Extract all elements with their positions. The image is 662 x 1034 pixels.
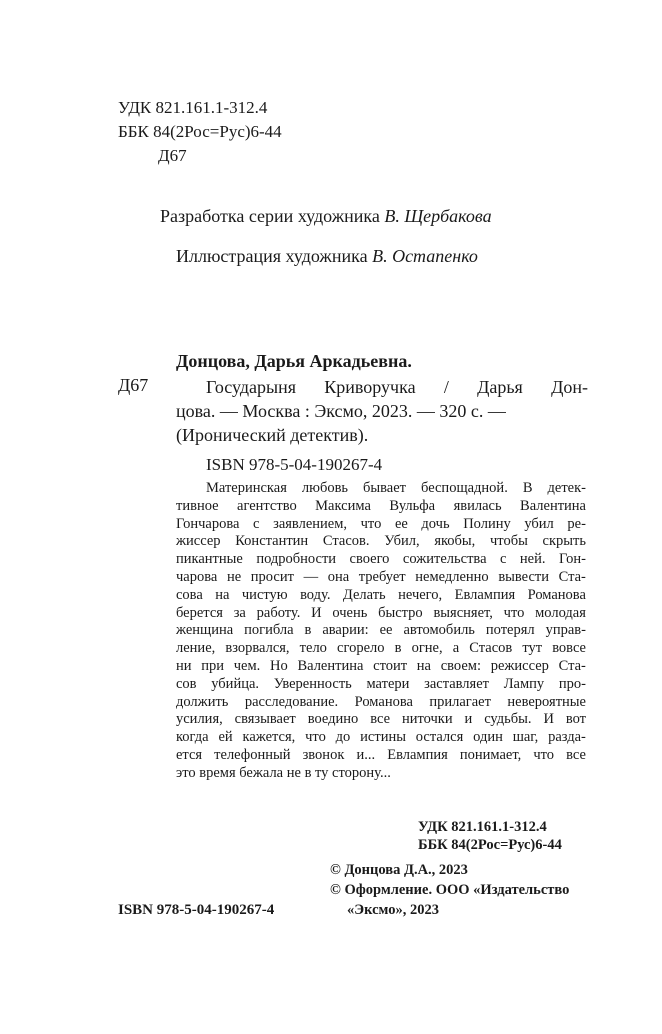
annotation-word: что <box>360 515 382 532</box>
title-block <box>176 375 588 447</box>
annotation-word: сов <box>176 675 197 692</box>
annotation-word: ее <box>394 515 408 532</box>
annotation-word: Максима <box>315 497 371 514</box>
annotation-word: расследование. <box>244 693 339 710</box>
annotation-word: Лампу <box>503 675 545 692</box>
annotation-word: чистую <box>241 586 288 603</box>
annotation-word: любовь <box>301 480 349 496</box>
annotation-text: это время бежала не в ту сторону... <box>176 764 391 781</box>
annotation-line <box>176 498 586 516</box>
annotation-word: Валентина <box>520 497 586 514</box>
annotation-word: ре- <box>567 515 586 532</box>
annotation-word: женщина <box>176 622 234 639</box>
catalog-isbn: ISBN 978-5-04-190267-4 <box>206 455 383 474</box>
annotation-word: автомобиль <box>403 622 475 639</box>
annotation-word: работу. <box>256 604 301 621</box>
annotation-word: явилась <box>453 497 502 514</box>
annotation-word: заявлением, <box>273 515 348 532</box>
footer-udk: УДК 821.161.1-312.4 <box>418 819 547 835</box>
annotation-word: понимает, <box>459 746 522 763</box>
annotation-word: убил <box>524 515 554 532</box>
annotation-word: один <box>473 729 503 746</box>
annotation-word: остался <box>415 729 464 746</box>
author-mark: Д67 <box>158 146 187 165</box>
annotation-word: что <box>305 729 326 746</box>
annotation-line <box>176 516 586 534</box>
annotation-word: звонок <box>302 746 345 763</box>
annotation-word: телефонный <box>214 746 291 763</box>
annotation-word: Убил, <box>384 533 420 550</box>
series-credit-text: Разработка серии художника <box>160 206 380 226</box>
annotation-word: судьбы. <box>484 711 532 728</box>
annotation-word: не <box>226 568 242 585</box>
annotation-word: она <box>327 568 350 585</box>
annotation-word: заставляет <box>424 675 489 692</box>
annotation-word: потерял <box>485 622 535 639</box>
annotation-word: Ста- <box>558 568 586 585</box>
annotation-word: дочь <box>421 515 450 532</box>
annotation-word: все <box>566 746 586 763</box>
annotation-word: якобы, <box>434 533 476 550</box>
annotation-word: И <box>311 604 322 621</box>
annotation-word: Романова <box>527 586 586 603</box>
annotation-line <box>176 694 586 712</box>
annotation-word: Евлампия <box>454 586 516 603</box>
annotation-line <box>176 533 586 551</box>
annotation-word: сова <box>176 586 203 603</box>
annotation-word: ниточки <box>401 711 453 728</box>
annotation-word: чарова <box>176 568 218 585</box>
annotation-word: берется <box>176 604 223 621</box>
annotation-word: ей <box>218 729 233 746</box>
annotation-word: пикантные <box>176 551 243 568</box>
annotation-line <box>176 729 586 747</box>
title-word: Государыня <box>206 377 297 397</box>
annotation-word: сожительства <box>402 551 487 568</box>
annotation-word: в <box>304 622 312 639</box>
annotation-word: все <box>370 711 391 728</box>
annotation-word: ней. <box>519 551 546 568</box>
footer-isbn: ISBN 978-5-04-190267-4 <box>118 902 275 918</box>
annotation-word: В <box>522 480 533 496</box>
annotation-word: на <box>215 586 230 603</box>
annotation-word: в <box>394 640 402 657</box>
annotation-word: Ста- <box>558 657 586 674</box>
title-word: Дон- <box>551 377 588 397</box>
author-heading: Донцова, Дарья Аркадьевна. <box>176 351 412 371</box>
annotation-word: Стасов <box>469 640 513 657</box>
annotation-word: выясняет, <box>433 604 493 621</box>
annotation-word: вовсе <box>552 640 586 657</box>
annotation-word: немедленно <box>415 568 489 585</box>
annotation-word: с <box>500 551 507 568</box>
annotation-word: Гон- <box>559 551 586 568</box>
annotation-word: вот <box>565 711 586 728</box>
annotation-word: детек- <box>547 480 586 496</box>
classification-codes <box>118 96 282 168</box>
annotation-word: при <box>201 657 225 674</box>
annotation-line <box>176 765 586 783</box>
illustration-credit-text: Иллюстрация художника <box>176 246 368 266</box>
annotation-word: за <box>233 604 246 621</box>
title-word: Дарья <box>477 377 523 397</box>
annotation-line <box>176 480 586 498</box>
annotation-word: прилагает <box>429 693 491 710</box>
title-line: цова. — Москва : Эксмо, 2023. — 320 с. — <box>176 401 506 421</box>
title-word: Криворучка <box>324 377 416 397</box>
annotation-word: нечего, <box>398 586 443 603</box>
annotation-word: тивное <box>176 497 219 514</box>
footer-bbk: ББК 84(2Рос=Рус)6-44 <box>418 837 562 853</box>
annotation-word: вывести <box>498 568 549 585</box>
bbk-code: ББК 84(2Рос=Рус)6-44 <box>118 122 282 141</box>
annotation-word: режиссер <box>490 657 549 674</box>
annotation-line <box>176 569 586 587</box>
title-line <box>176 375 588 399</box>
annotation-line <box>176 658 586 676</box>
illustration-credit <box>176 246 478 267</box>
annotation-word: управ- <box>545 622 586 639</box>
annotation-word: Валентина <box>297 657 364 674</box>
annotation-line <box>176 551 586 569</box>
annotation-word: про- <box>558 675 586 692</box>
annotation-word: подробности <box>256 551 337 568</box>
annotation-word: до <box>335 729 351 746</box>
annotation-word: чем. <box>233 657 261 674</box>
annotation-word: своего <box>349 551 390 568</box>
annotation-word: Стасов. <box>322 533 370 550</box>
annotation-line <box>176 640 586 658</box>
copyright-block <box>330 860 569 920</box>
annotation-word: огне, <box>411 640 443 657</box>
footer-codes <box>418 818 562 854</box>
annotation-word: и <box>464 711 473 728</box>
annotation-word: когда <box>176 729 209 746</box>
annotation-word: просит <box>250 568 294 585</box>
annotation-word: беспощадной. <box>421 480 508 496</box>
annotation-word: быстро <box>378 604 423 621</box>
annotation-word: ее <box>379 622 393 639</box>
annotation-line <box>176 587 586 605</box>
annotation-word: Гончарова <box>176 515 240 532</box>
annotation-word: чтобы <box>490 533 528 550</box>
annotation-word: должить <box>176 693 229 710</box>
annotation-word: воедино <box>307 711 359 728</box>
copyright-author: © Донцова Д.А., 2023 <box>330 862 468 878</box>
annotation-word: Материнская <box>206 480 287 496</box>
annotation-word: Уверенность <box>273 675 352 692</box>
annotation <box>176 480 586 783</box>
annotation-word: Но <box>270 657 288 674</box>
annotation-word: на <box>416 657 431 674</box>
annotation-word: разда- <box>548 729 586 746</box>
annotation-word: истины <box>360 729 406 746</box>
annotation-word: Романова <box>354 693 413 710</box>
annotation-word: погибла <box>244 622 294 639</box>
annotation-word: тут <box>522 640 543 657</box>
annotation-line <box>176 676 586 694</box>
annotation-word: тело <box>299 640 327 657</box>
annotation-word: взорвался, <box>225 640 290 657</box>
annotation-word: скрыть <box>542 533 586 550</box>
annotation-word: что <box>503 604 525 621</box>
annotation-word: ление, <box>176 640 216 657</box>
annotation-word: молодая <box>535 604 586 621</box>
annotation-word: ется <box>176 746 203 763</box>
annotation-word: матери <box>366 675 410 692</box>
annotation-word: убийца. <box>211 675 260 692</box>
annotation-line <box>176 622 586 640</box>
title-word: / <box>443 377 449 397</box>
annotation-word: ни <box>176 657 192 674</box>
catalog-mark: Д67 <box>118 375 149 395</box>
annotation-word: и... <box>356 746 376 763</box>
illustration-artist: В. Остапенко <box>372 246 478 266</box>
annotation-word: шаг, <box>512 729 539 746</box>
annotation-line <box>176 605 586 623</box>
annotation-word: сгорело <box>337 640 385 657</box>
udk-code: УДК 821.161.1-312.4 <box>118 98 268 117</box>
series-artist: В. Щербакова <box>384 206 492 226</box>
annotation-word: стоит <box>373 657 408 674</box>
annotation-line <box>176 711 586 729</box>
annotation-word: жиссер <box>176 533 221 550</box>
annotation-word: требует <box>358 568 406 585</box>
annotation-word: а <box>452 640 460 657</box>
annotation-word: своем: <box>440 657 481 674</box>
annotation-word: связывает <box>234 711 296 728</box>
annotation-word: аварии: <box>322 622 369 639</box>
annotation-word: очень <box>332 604 368 621</box>
annotation-word: Евлампия <box>387 746 448 763</box>
annotation-word: с <box>253 515 260 532</box>
annotation-word: воду. <box>300 586 331 603</box>
annotation-word: кажется, <box>242 729 296 746</box>
title-line: (Иронический детектив). <box>176 425 369 445</box>
annotation-word: агентство <box>237 497 297 514</box>
annotation-word: невероятные <box>507 693 586 710</box>
annotation-word: Константин <box>235 533 309 550</box>
annotation-word: усилия, <box>176 711 223 728</box>
annotation-word: И <box>543 711 554 728</box>
annotation-line <box>176 747 586 765</box>
annotation-word: что <box>533 746 555 763</box>
annotation-word: Полину <box>463 515 511 532</box>
annotation-word: Вульфа <box>389 497 436 514</box>
series-credit <box>160 206 492 227</box>
annotation-word: Делать <box>342 586 386 603</box>
copyright-design-cont: «Эксмо», 2023 <box>347 902 439 918</box>
copyright-design: © Оформление. ООО «Издательство <box>330 882 570 898</box>
annotation-word: — <box>303 568 319 585</box>
annotation-word: бывает <box>363 480 407 496</box>
